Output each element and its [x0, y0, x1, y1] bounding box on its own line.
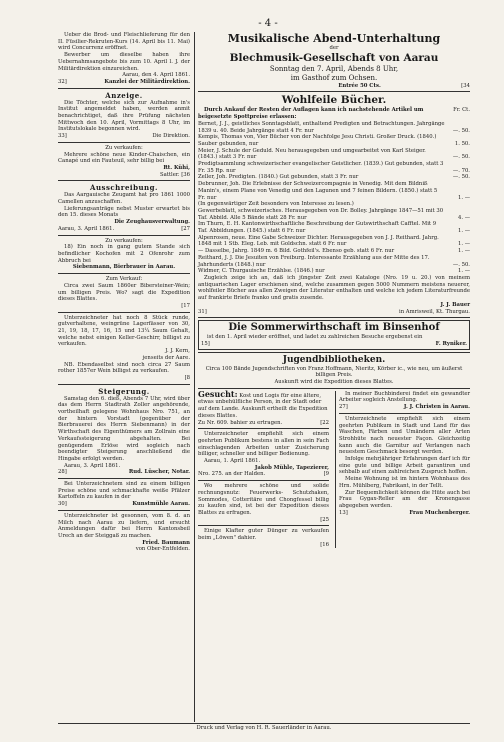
book-price: 1. — — [457, 228, 470, 235]
ad-date: Aarau, den 4. April 1861. — [122, 72, 190, 79]
ad-tender-2: Lieferungsanträge nebst Muster erwartet bis den 15. dieses Monats — [58, 205, 190, 219]
book-entry — [198, 201, 470, 208]
youth-title: Jugendbibliotheken. — [282, 354, 386, 365]
ad-number: 31] — [198, 308, 207, 315]
book-price: —. 50. — [452, 174, 470, 181]
ad-number: 28] — [58, 469, 67, 476]
book-title: Im Thurn, E. H. Kantonwirthschaftliche Beschreibung der Gutswirthschaft Cafftel. Mit 9 Taf. Abbildungen. (1845.) statt 6 Fr. nur — [198, 221, 437, 235]
upholster-text: Unterzeichneter empfiehlt sich einem geehrten Publikum bestens in allen in sein Fach einschlagenden Arbeiten unter Zusicherung billiger, schneller und billiger Bedienung. — [198, 431, 329, 458]
ad-signature: Rt. Kühi, — [163, 164, 190, 171]
ad-tender: Das Aargauische Zeugamt hat pro 1861 1000 Camellen anzuschaffen. — [58, 192, 190, 206]
ad-signature: Siebenmann, Bierbrauer in Aarau. — [72, 264, 176, 271]
heading-anzeige: Anzeige. — [105, 90, 143, 100]
straw-text-3: Meine Wohnung ist im hintern Wohnhaus des Hrn. Mühlberg, Fabrikant, in der Tellt. — [339, 476, 470, 489]
heading-auction: Steigerung. — [98, 386, 150, 396]
book-entry — [198, 208, 470, 221]
imprint-footer: Druck und Verlag von H. R. Sauerländer in Aarau. — [58, 723, 470, 731]
book-entry — [198, 174, 470, 181]
ad-bread-meat-2: Bewerber um dieselbe haben ihre Uebernahmsangebote bis zum 10. April l. J. der Militärdirektion einzureichen. — [58, 52, 190, 72]
book-price: 1. 50. — [454, 140, 470, 147]
ad-signature: F. Ryniker. — [435, 340, 467, 347]
book-entry — [198, 221, 470, 234]
book-list — [198, 121, 470, 275]
ad-signature: J. J. Bauer — [440, 301, 470, 308]
book-price: —. 50. — [452, 261, 470, 268]
ad-number: [36 — [181, 171, 190, 178]
ad-signature: J. J. Kern, — [165, 348, 190, 355]
straw-text: Unterzeichnete empfiehlt sich einem geehrten Publikum in Stadt und Land für das Waschen, Färben und Umändern aller Arten Strohhüte nach neuester Façon. Gleichzeitig kann auch die Garnitur auf Verlangen nach neuestem Geschmack besorgt werden. — [339, 415, 470, 456]
ad-signature: Jakob Mühle, Tapezierer, — [254, 464, 329, 471]
book-title: Kempis, Thomas von, Vier Bücher von der Nachfolge Jesu Christi. Großer Druck. (1840.) Sauber gebunden, nur — [198, 134, 437, 147]
book-entry — [198, 248, 470, 255]
ad-number: [9 — [323, 471, 329, 478]
ad-date: Aarau, 3. April 1861. — [64, 462, 121, 469]
ad-subline: Sattler. — [159, 171, 180, 178]
book-price: 4. — — [457, 214, 470, 221]
book-title: Bernet, J. J., geistliches Sonntagsblatt, enthaltend Predigten und Betrachtungen. Jahrgänge 1839 u. 40. Beide Jahrgänge statt 4 Fr. nur — [198, 120, 445, 134]
book-price: 1. — — [457, 248, 470, 255]
ad-barrels: Unterzeichneter hat noch 8 Stück runde, gutverhaltene, weingrüne Lagerfässer von 30, 21, 19, 18, 17, 16, 15 und 13¼ Saum Gehalt, welche nebst einigen Keller-Geschirr, billigst zu verkaufen. — [58, 314, 190, 348]
ad-signature: Fried. Baumann — [142, 539, 190, 546]
book-title: Zeller, Joh. Predigten. (1840.) Gut gebunden, statt 3 Fr. nur — [198, 174, 359, 181]
ad-number: [17 — [181, 302, 190, 309]
ad-signature: J. J. Christen in Aarau. — [403, 404, 470, 411]
youth-text: Circa 100 Bände Jugendschriften von Franz Hoffmann, Nieritz, Körber ic., wie neu, um äußerst billigen Preis. — [205, 365, 463, 379]
ad-signature: Frau Muchenberger. — [409, 509, 470, 516]
ad-stove: 18) Ein noch in gang gutem Stande sich befindlicher Kochofen mit 2 Ofenrohr zum Abbruch bei — [58, 244, 190, 264]
heading-for-sale-2: Zu verkaufen: — [105, 237, 143, 244]
book-title: Meier, J. Schule der Geduld. Neu herausgegeben und umgearbeitet von Karl Steiger. (1843.) statt 3 Fr. nur — [198, 147, 426, 161]
bind-text: In meiner Buchbinderei findet ein gewandter Arbeiter sogleich Anstellung. — [339, 390, 470, 404]
ad-bread-meat: Ueber die Brod- und Fleischlieferung für den II. Füsilier-Rekruten-Kurs (14. April bis 11. Mai) wird Concurrenz eröffnet. — [58, 32, 190, 52]
book-price: 1. — — [457, 268, 470, 275]
ad-date: Aarau, 3. April 1861. — [58, 225, 115, 232]
ad-institute: Die Töchter, welche sich zur Aufnahme in's Institut angemeldet haben, werden anmit benachrichtiget, daß ihre Prüfung nächsten Mittwoch den 10. April, Vormittags 8 Uhr, im Institutslokale begonnen wird. — [58, 99, 190, 133]
book-price: —. 50. — [452, 127, 470, 134]
book-price: 1. — — [457, 194, 470, 201]
ad-number: [16 — [320, 541, 329, 548]
book-price: —. 70. — [452, 167, 470, 174]
ad-auction: Samstag den 6. dieß, Abends 7 Uhr, wird über das dem Herrn Stadtrath Zoller angehörende, vortheilhaft gelegene Wohnhaus Nro. 751, an der hintern Vorstadt (gegenüber der Bierbrauerei des Herrn Siebenmann) in der Wirthschaft des Eigenthümers am Zollrain eine Verkaufssteigerung abgehalten. Bei genügendem Erlöse wird sogleich nach beendigter Steigerung anschließend die Hingabe erfolgt werden. — [58, 395, 190, 462]
summer-text: ist den 1. April wieder eröffnet, und ladet zu zahlreichen Besuche ergebenst ein — [207, 334, 423, 341]
ad-subline: in Amrisweil, Kt. Thurgau. — [399, 308, 470, 315]
book-entry — [198, 235, 470, 248]
ad-subline: jenseits der Aare. — [142, 354, 190, 361]
ad-number: [25 — [320, 516, 329, 523]
ad-signature: Kanzlei der Militärdirektion. — [104, 78, 190, 85]
book-title: Predigtsammlung schweizerischer evangelischer Geistlicher. (1839.) Gut gebunden, statt 3 Fr. 35 Rp. nur — [198, 161, 444, 174]
book-price: —. 50. — [452, 154, 470, 161]
concert-where: im Gasthof zum Ochsen. — [290, 73, 378, 82]
ad-potatoes: Bei Unterzeichnetem sind zu einem billigen Preise schöne und schmackhafte weiße Pfälzer Kartoffeln zu kaufen in der — [58, 481, 190, 501]
ad-number: 27] — [339, 404, 348, 411]
ad-number: 15] — [201, 340, 210, 347]
concert-title: Musikalische Abend-Unterhaltung — [227, 32, 441, 45]
straw-text-2: Infolge mehrjähriger Erfahrungen darf ich für eine gute und billige Arbeit garantiren und sehbalb auf einen zahlreichen Zuspruch hoffen. — [339, 456, 470, 476]
ad-number: [34 — [461, 82, 470, 89]
ad-number: [8 — [184, 374, 190, 381]
ad-signature: Kunstmühle Aarau. — [132, 501, 190, 508]
book-title: Widmer, C. Thurgauische Erzählse. (1846.) nur — [198, 268, 325, 275]
page-number: - 4 - — [258, 18, 278, 29]
manure-text: Einige Klafter guter Dünger zu verkaufen beim „Löwen" dahier. — [198, 528, 329, 542]
ad-signature: Rud. Lüscher, Notar. — [128, 469, 190, 476]
left-column — [58, 32, 190, 553]
books-title: Wohlfeile Bücher. — [281, 94, 387, 107]
ad-chaises: Mehrere schöne neue Kinder-Chaischen, ein Canapé und ein Fauteuil, sehr billig bei — [58, 151, 190, 165]
column-divider — [194, 32, 195, 722]
concert-der: der — [329, 45, 339, 51]
summer-title: Die Sommerwirthschaft im Binsenhof — [228, 322, 440, 334]
book-price: 1. — — [457, 241, 470, 248]
ad-milk: Unterzeichneter ist gesonnen, vom 8. d. an Milch nach Aarau zu liefern, und ersucht Anmeldungen dafür bei Herrn Kantonsbeil Urech an der Steiggaß zu machen. — [58, 512, 190, 539]
books-intro: Durch Ankauf der Resten der Auflagen kann ich nachstehende Artikel um beigesetzte Spottpreise erlassen: — [198, 107, 424, 121]
books-note: Zugleich zeige ich an, daß ich jüngster Zeit zwei Kataloge (Nro. 19 u. 20.) von meinem antiquarischen Lager erschienen sind, welche zusammen gegen 5000 Nummern meistens neuerer, wohlfeiler Bücher aus allen Zweigen der Literatur enthalten und welche ich jedem Literaturfreunde auf frankirte Briefe franko und gratis zusende. — [198, 274, 470, 302]
youth-sub: Auskunft wird die Expedition dieses Blattes. — [274, 379, 394, 386]
book-entry — [198, 255, 470, 268]
book-title: Alpenrosen, neue. Eine Gabe Schweizer Dichter. Herausgegeben von J. J. Reithard. Jahrg. 1848 mit 1 Stb. Eleg. Leb. mit Goldschn. statt 6 Fr. nur — [198, 234, 439, 248]
ad-signature: Die Direktion. — [152, 133, 190, 140]
book-entry — [198, 134, 470, 147]
ad-number: 30] — [58, 501, 67, 508]
book-entry — [198, 268, 470, 275]
fireworks-text: Wo mehrere schöne und solide rechnungsnutz: Feuerwerks- Schutzhaken, Sommodes, Cotteritäre und Chongfessel billig zu kaufen sind, ist bei der Expedition dieses Blattes zu erfragen. — [198, 483, 329, 516]
ad-date: Aarau, 1. April 1861. — [204, 458, 261, 465]
book-entry — [198, 148, 470, 161]
ad-number: [27 — [181, 225, 190, 232]
ad-wine: Circa zwei Saum 1860er Bibersteiner-Wein; um billigen Preis. Wo? sagt die Expedition dieses Blattes. — [58, 282, 190, 303]
newspaper-page — [58, 18, 470, 730]
price-header: Fr. Ct. — [453, 107, 470, 114]
ad-red-wine: NB. Ebendaselbst sind noch circa 27 Saum rother 1857er Wein billigst zu verkaufen. — [58, 361, 190, 375]
heading-tender: Ausschreibung. — [90, 183, 158, 193]
ad-number: [22 — [320, 419, 329, 426]
sought-text: Kost und Logis für eine ältere, etwas unbehülfliche Person, in der Stadt oder auf dem Lande. Auskunft ertheilt die Expedition dieses Blattes. — [198, 392, 328, 419]
sought-note: Zu Nr. 609. bahier zu ertragen. — [198, 419, 283, 426]
book-title: Reithard, J. J. Die Jesuiten von Freiburg. Interessante Erzählung aus der Mitte des 17. Jahrhunderts (1848.) nur — [198, 254, 430, 268]
book-entry — [198, 121, 470, 134]
ad-number: 32] — [58, 78, 67, 85]
concert-when: Sonntag den 7. April, Abends 8 Uhr, — [269, 64, 399, 73]
ad-signature: Die Zeughausverwaltung. — [114, 219, 190, 226]
straw-text-4: Zur Bequemlichkeit können die Hüte auch bei Frau Gygax-Reller am der Kronengasse abgegeben werden. — [339, 489, 470, 509]
ad-number: 33] — [58, 133, 67, 140]
concert-organizer: Blechmusik-Gesellschaft von Aarau — [229, 51, 439, 64]
concert-entry: Entrée 50 Cts. — [338, 82, 381, 89]
ad-subline: von Ober-Entfelden. — [135, 546, 190, 553]
book-entry — [198, 181, 470, 201]
book-title: Gewerbeblatt, schweizerisches. Herausgegeben von Dr. Bolley. Jahrgänge 1847—51 mit 30 Taf. Abbild. Alle 5 Bände statt 28 Fr. nur — [198, 207, 444, 221]
right-column — [198, 32, 470, 548]
ad-number: 13] — [339, 509, 348, 516]
ad-subline: Nro. 275. an der Halden. — [198, 471, 266, 478]
sought-title: Gesucht: — [198, 388, 238, 399]
book-title: — Dasselbe, Jahrg. 1849 m. 6 Bild. Gothfeil's. Ebenso geb. statt 6 Fr. nur — [198, 248, 395, 255]
book-title: (In gegenwärtiger Zeit besonders von Interesse zu lesen.) — [198, 201, 354, 208]
heading-for-sale: Zu verkaufen: — [105, 144, 143, 151]
book-entry — [198, 161, 470, 174]
heading-sale: Zum Verkauf: — [105, 276, 143, 283]
book-title: Debrunner, Joh. Die Erlebnisse der Schweizercompagnie in Venedig. Mit dem Bildniß Manin's, einem Plane von Venedig und den Lagunen und 7 feinen Bildern. (1850.) statt 5 Fr. nur — [198, 181, 438, 201]
